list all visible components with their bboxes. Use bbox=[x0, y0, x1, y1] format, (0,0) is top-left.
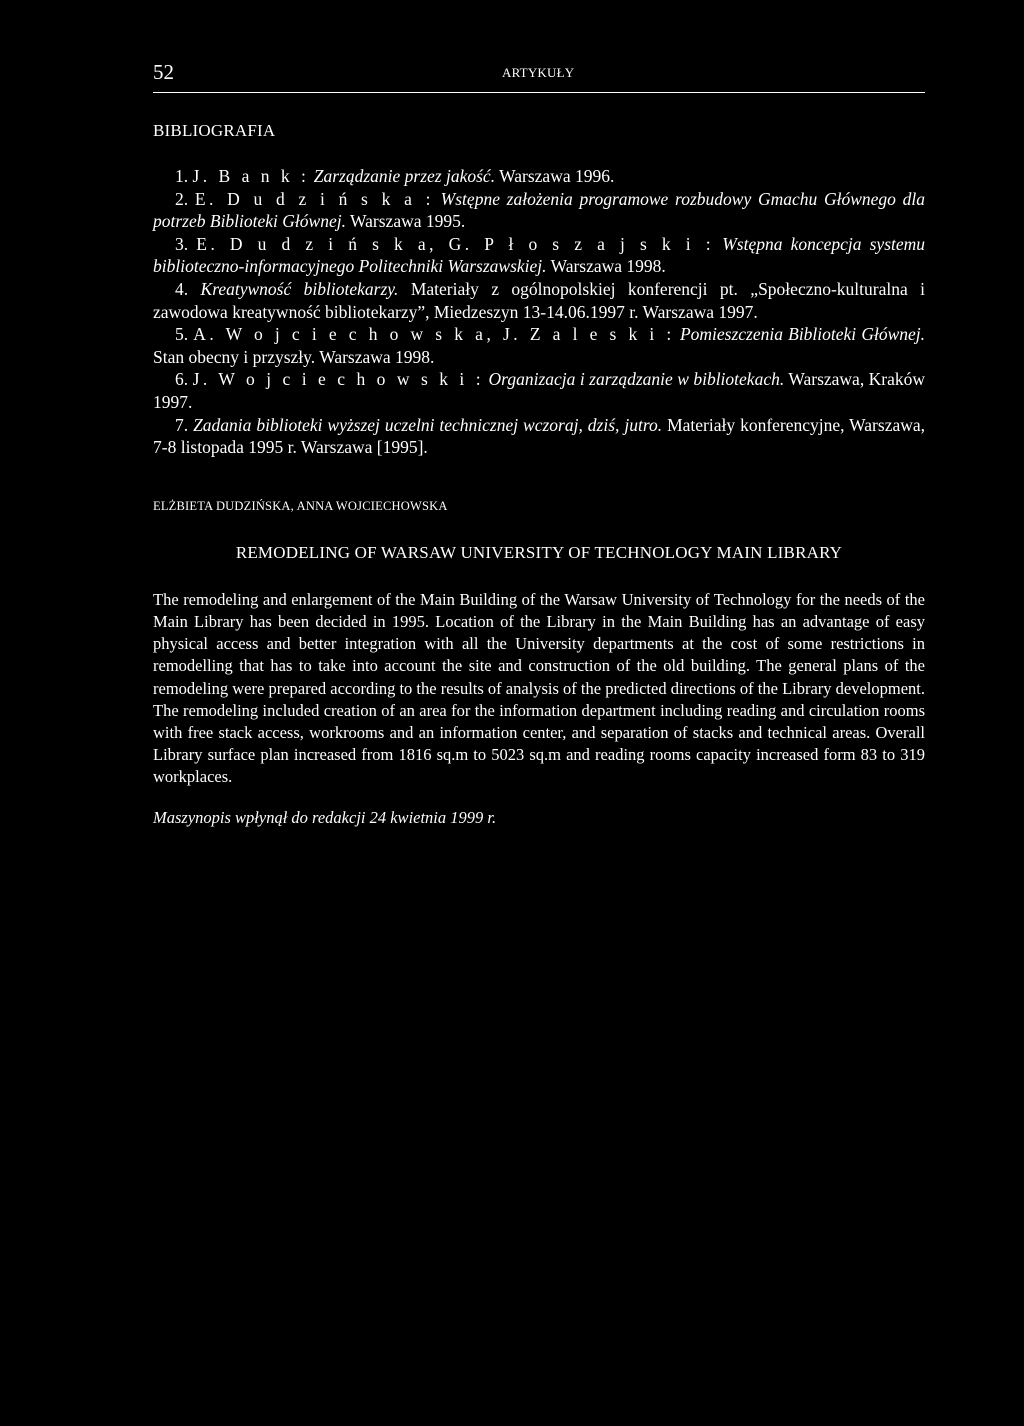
abstract-text: The remodeling and enlargement of the Main Building of the Warsaw University of Technology for the needs of the Main Library has been decided in 1995. Location of the Library in the Main Building has an advantage of easy physical access and better integration with all the University departments at the cost of some restrictions in remodelling that has to take into account the site and construction of the old building. The general plans of the remodeling were prepared according to the results of analysis of the predicted directions of the Library development. The remodeling included creation of an area for the information department including reading and circulation rooms with free stack access, workrooms and an information center, and separation of stacks and technical areas. Overall Library surface plan increased from 1816 sq.m to 5023 sq.m and reading rooms capacity increased form 83 to 319 workplaces. bbox=[153, 589, 926, 787]
entry-number: 5. bbox=[175, 324, 189, 345]
bibliography-entry bbox=[153, 165, 925, 188]
page-number: 52 bbox=[153, 60, 174, 84]
entry-title: Wstępne założenia programowe rozbudowy Gmachu Głównego dla potrzeb Biblioteki Głównej. bbox=[153, 188, 926, 232]
entry-details: Warszawa 1996. bbox=[499, 166, 615, 186]
entry-author: E. D u d z i ń s k a : bbox=[194, 188, 434, 209]
entry-title: Zarządzanie przez jakość. bbox=[313, 166, 496, 186]
entry-details: Materiały konferencyjne, Warszawa, 7-8 listopada 1995 r. Warszawa [1995]. bbox=[153, 414, 926, 458]
entry-number: 6. bbox=[175, 369, 189, 390]
entry-number: 4. bbox=[175, 278, 189, 299]
entry-author: A. W o j c i e c h o w s k a, J. Z a l e s k i : bbox=[193, 324, 675, 345]
journal-page bbox=[153, 58, 925, 828]
bibliography-heading: BIBLIOGRAFIA bbox=[153, 121, 276, 140]
running-head bbox=[153, 58, 925, 93]
received-note: Maszynopis wpłynął do redakcji 24 kwietnia 1999 r. bbox=[153, 807, 497, 827]
entry-author: J. W o j c i e c h o w s k i : bbox=[192, 369, 485, 390]
entry-title: Pomieszczenia Biblioteki Głównej. bbox=[679, 324, 925, 345]
entry-details: Warszawa 1995. bbox=[350, 211, 466, 232]
summary-authors: ELŻBIETA DUDZIŃSKA, ANNA WOJCIECHOWSKA bbox=[153, 498, 448, 513]
entry-author: J. B a n k : bbox=[192, 166, 310, 186]
bibliography-list bbox=[153, 165, 925, 459]
entry-title: Kreatywność bibliotekarzy. bbox=[200, 278, 399, 299]
bibliography-entry bbox=[153, 278, 925, 323]
entry-number: 7. bbox=[175, 414, 189, 435]
bibliography-entry bbox=[153, 368, 925, 413]
entry-details: Materiały z ogólnopolskiej konferencji pt. „Społeczno-kulturalna i zawodowa kreatywność bibliotekarzy”, Miedzeszyn 13-14.06.1997 r. Warszawa 1997. bbox=[153, 278, 926, 322]
bibliography-entry bbox=[153, 323, 925, 368]
entry-title: Zadania biblioteki wyższej uczelni technicznej wczoraj, dziś, jutro. bbox=[193, 414, 663, 435]
entry-title: Organizacja i zarządzanie w bibliotekach. bbox=[488, 369, 785, 390]
entry-author: E. D u d z i ń s k a, G. P ł o s z a j s k i : bbox=[196, 233, 715, 254]
bibliography-entry bbox=[153, 414, 925, 459]
summary-abstract bbox=[153, 589, 925, 789]
summary-title: REMODELING OF WARSAW UNIVERSITY OF TECHNOLOGY MAIN LIBRARY bbox=[235, 542, 843, 562]
bibliography-entry bbox=[153, 188, 925, 233]
running-title: ARTYKUŁY bbox=[502, 65, 575, 80]
entry-number: 3. bbox=[175, 233, 189, 254]
entry-details: Stan obecny i przyszły. Warszawa 1998. bbox=[153, 346, 435, 367]
entry-title: Wstępna koncepcja systemu biblioteczno-informacyjnego Politechniki Warszawskiej. bbox=[153, 233, 926, 277]
bibliography-entry bbox=[153, 233, 925, 278]
entry-details: Warszawa 1998. bbox=[550, 256, 666, 277]
entry-number: 1. bbox=[175, 166, 189, 186]
entry-number: 2. bbox=[175, 188, 189, 209]
entry-details: Warszawa, Kraków 1997. bbox=[153, 369, 926, 412]
